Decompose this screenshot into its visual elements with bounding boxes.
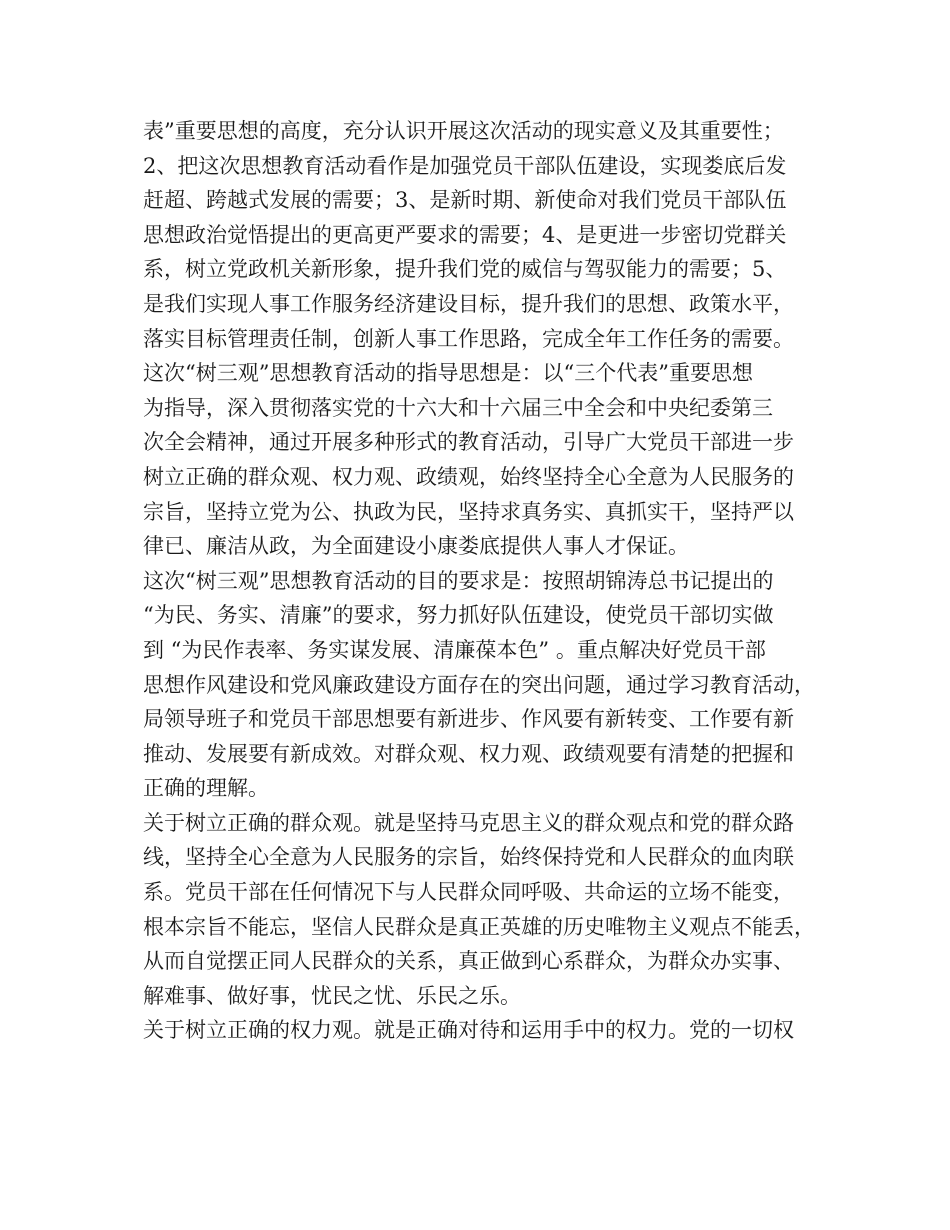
text-line: 推动、发展要有新成效。对群众观、权力观、政绩观要有清楚的把握和 [143,741,794,766]
text-line: “为民、务实、清廉”的要求，努力抓好队伍建设，使党员干部切实做 [143,603,774,628]
text-line: 落实目标管理责任制，创新人事工作思路，完成全年工作任务的需要。 [143,326,794,351]
text-line: 系，树立党政机关新形象，提升我们党的威信与驾驭能力的需要；5、 [143,257,787,282]
text-line: 系。党员干部在任何情况下与人民群众同呼吸、共命运的立场不能变， [143,880,794,905]
text-line: 这次“树三观”思想教育活动的指导思想是：以“三个代表”重要思想 [143,361,753,386]
document-body-text [143,114,823,1048]
text-line: 关于树立正确的群众观。就是坚持马克思主义的群众观点和党的群众路 [143,810,794,835]
text-line: 正确的理解。 [143,776,269,801]
text-line: 表”重要思想的高度，充分认识开展这次活动的现实意义及其重要性； [143,119,784,143]
text-line: 次全会精神，通过开展多种形式的教育活动，引导广大党员干部进一步 [143,430,794,455]
text-line: 这次“树三观”思想教育活动的目的要求是：按照胡锦涛总书记提出的 [143,568,774,593]
text-line: 赶超、跨越式发展的需要；3、是新时期、新使命对我们党员干部队伍 [143,188,787,213]
text-line: 树立正确的群众观、权力观、政绩观，始终坚持全心全意为人民服务的 [143,464,794,489]
text-line: 思想作风建设和党风廉政建设方面存在的突出问题，通过学习教育活动， [143,672,815,697]
text-line: 关于树立正确的权力观。就是正确对待和运用手中的权力。党的一切权 [143,1018,794,1043]
text-line: 到 “为民作表率、务实谋发展、清廉葆本色” 。重点解决好党员干部 [143,637,766,662]
text-line: 思想政治觉悟提出的更高更严要求的需要；4、是更进一步密切党群关 [143,222,787,247]
text-line: 解难事、做好事，忧民之忧、乐民之乐。 [143,983,521,1008]
text-line: 是我们实现人事工作服务经济建设目标，提升我们的思想、政策水平， [143,291,794,316]
text-line: 宗旨，坚持立党为公、执政为民，坚持求真务实、真抓实干，坚持严以 [143,499,794,524]
text-line: 2、把这次思想教育活动看作是加强党员干部队伍建设，实现娄底后发 [143,153,787,178]
text-line: 局领导班子和党员干部思想要有新进步、作风要有新转变、工作要有新 [143,707,794,732]
text-line: 律已、廉洁从政，为全面建设小康娄底提供人事人才保证。 [143,534,689,559]
text-line: 从而自觉摆正同人民群众的关系，真正做到心系群众，为群众办实事、 [143,949,794,974]
text-line: 线，坚持全心全意为人民服务的宗旨，始终保持党和人民群众的血肉联 [143,845,794,870]
text-line: 为指导，深入贯彻落实党的十六大和十六届三中全会和中央纪委第三 [143,395,773,420]
text-line: 根本宗旨不能忘，坚信人民群众是真正英雄的历史唯物主义观点不能丢， [143,914,815,939]
